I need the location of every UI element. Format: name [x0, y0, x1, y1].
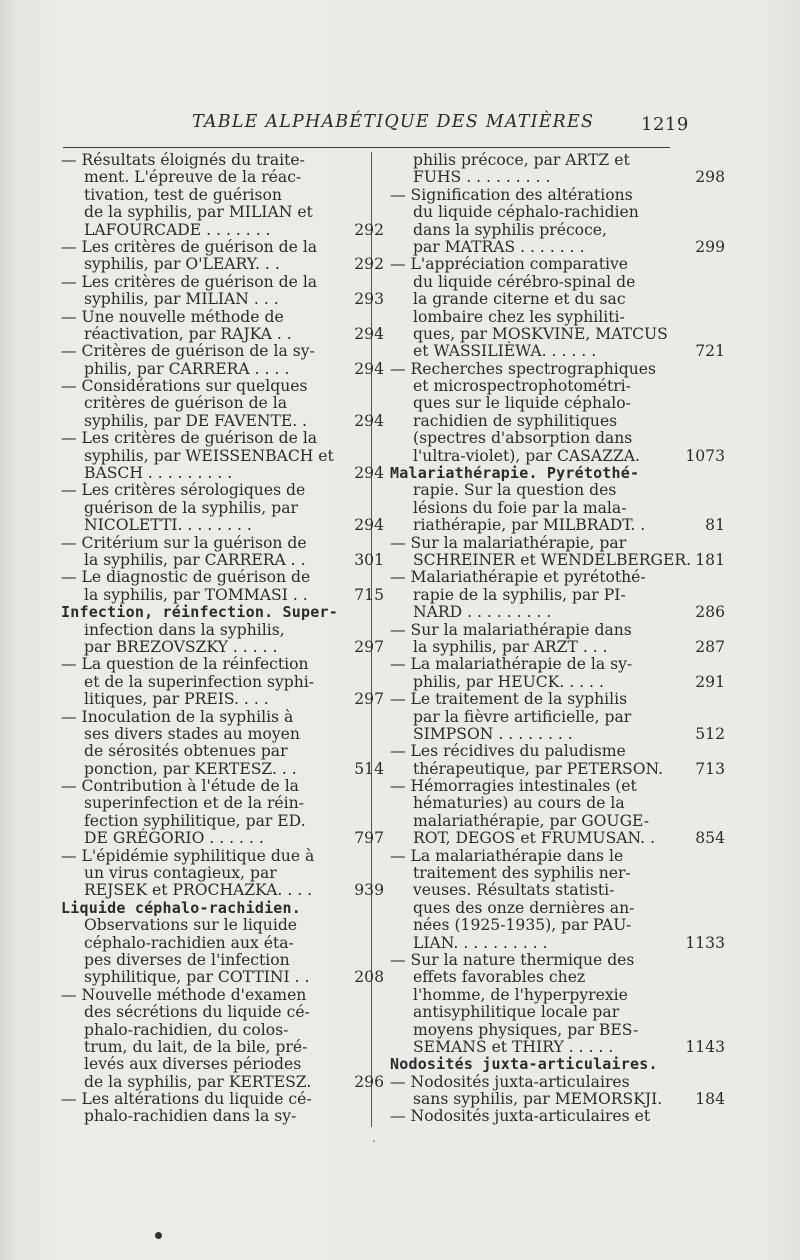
entry-text: lésions du foie par la mala-	[413, 498, 627, 517]
entry-text: phalo-rachidien dans la sy-	[84, 1107, 297, 1126]
entry-line	[390, 900, 675, 917]
entry-text: NICOLETTI. . . . . . . .	[84, 516, 252, 535]
entry-line	[61, 464, 384, 483]
entry-text: — Hémorragies intestinales (et	[390, 777, 637, 796]
index-entry	[61, 655, 384, 709]
index-entry	[61, 1091, 346, 1126]
entry-text: syphilis, par WEISSENBACH et	[84, 446, 334, 465]
entry-text: ques, par MOSKVINE, MATCUS	[413, 324, 668, 343]
entry-line	[61, 1039, 346, 1056]
page-reference: 293	[354, 290, 384, 309]
entry-text: — Résultats éloignés du traite-	[61, 151, 305, 169]
entry-text: — Malariathérapie et pyrétothé-	[390, 568, 646, 587]
entry-text: LIAN. . . . . . . . . .	[413, 933, 548, 952]
page-reference: 1133	[685, 933, 725, 952]
entry-text: — Sur la nature thermique des	[390, 950, 635, 969]
entry-text: trum, du lait, de la bile, pré-	[84, 1037, 308, 1056]
entry-text: LAFOURCADE . . . . . . .	[84, 220, 271, 239]
entry-line	[390, 724, 725, 743]
entry-line	[61, 743, 346, 760]
entry-heading-line	[61, 900, 346, 917]
index-entry	[61, 342, 384, 378]
entry-text: guérison de la syphilis, par	[84, 498, 298, 517]
entry-text: des sécrétions du liquide cé-	[84, 1003, 310, 1022]
entry-line	[390, 1037, 725, 1056]
index-entry	[390, 620, 725, 657]
entry-line	[390, 237, 725, 256]
speck	[373, 1140, 375, 1142]
page-reference: 939	[354, 881, 384, 900]
entry-text: ques sur le liquide céphalo-	[413, 394, 631, 413]
entry-text: — Les récidives du paludisme	[390, 742, 626, 761]
entry-text: par la fièvre artificielle, par	[413, 707, 632, 726]
entry-line	[61, 1004, 346, 1021]
entry-line	[61, 343, 346, 360]
entry-line	[61, 968, 384, 987]
entry-line	[390, 637, 725, 656]
entry-line	[61, 865, 346, 882]
entry-line	[61, 535, 346, 552]
entry-text: syphilis, par O'LEARY. . .	[84, 255, 280, 274]
page-reference: 181	[695, 550, 725, 569]
entry-text: BASCH . . . . . . . . .	[84, 464, 233, 483]
entry-text: de la syphilis, par MILIAN et	[84, 203, 313, 222]
entry-text: syphilitique, par COTTINI . .	[84, 968, 310, 987]
entry-text: syphilis, par DE FAVENTE. .	[84, 411, 308, 430]
index-entry	[390, 690, 725, 743]
entry-line	[61, 550, 384, 569]
entry-text: rachidien de syphilitiques	[413, 411, 618, 430]
page-reference: 721	[695, 342, 725, 361]
entry-text: tivation, test de guérison	[84, 185, 282, 204]
entry-line	[61, 726, 346, 743]
entry-text: — La malariathérapie dans le	[390, 846, 624, 865]
entry-text: dans la syphilis précoce,	[413, 220, 607, 239]
entry-line	[390, 222, 675, 239]
entry-text: et microspectrophotométri-	[413, 377, 631, 396]
entry-text: fection syphilitique, par ED.	[84, 811, 306, 830]
page-reference: 292	[354, 220, 384, 239]
entry-line	[61, 987, 346, 1004]
entry-text: NARD . . . . . . . . .	[413, 603, 552, 622]
entry-text: infection dans la syphilis,	[84, 620, 285, 639]
index-entry	[61, 707, 384, 779]
entry-heading-line	[390, 1056, 675, 1073]
entry-text: ROT, DEGOS et FRUMUSAN. .	[413, 829, 656, 848]
index-entry	[61, 151, 384, 239]
entry-line	[390, 795, 675, 812]
page-reference: 797	[354, 829, 384, 848]
entry-text: — Le traitement de la syphilis	[390, 690, 628, 709]
entry-text: un virus contagieux, par	[84, 864, 277, 883]
entry-line	[390, 917, 675, 934]
page-reference: 299	[695, 237, 725, 256]
entry-text: thérapeutique, par PETERSON.	[413, 759, 664, 778]
entry-line	[61, 935, 346, 952]
entry-line	[390, 603, 725, 622]
entry-line	[390, 204, 675, 221]
page-reference: 1073	[685, 446, 725, 465]
entry-line	[390, 500, 675, 517]
entry-line	[390, 656, 675, 673]
entry-line	[61, 152, 346, 169]
entry-line	[61, 952, 346, 969]
entry-text: SCHREINER et WENDELBERGER.	[413, 550, 692, 569]
entry-line	[390, 187, 675, 204]
entry-line	[390, 550, 725, 569]
entry-text: sans syphilis, par MEMORSKJI.	[413, 1090, 663, 1109]
entry-line	[390, 778, 675, 795]
entry-text: Observations sur le liquide	[84, 916, 298, 935]
entry-line	[61, 709, 346, 726]
page-reference: 514	[354, 759, 384, 778]
entry-text: céphalo-rachidien aux éta-	[84, 933, 294, 952]
entry-text: la syphilis, par ARZT . . .	[413, 637, 608, 656]
entry-line	[61, 500, 346, 517]
ink-dot	[155, 1232, 162, 1239]
entry-text: superinfection et de la réin-	[84, 794, 304, 813]
page-reference: 286	[695, 603, 725, 622]
entry-text: Nodosités juxta-articulaires.	[390, 1055, 658, 1074]
page-reference: 81	[705, 516, 725, 535]
index-entry	[61, 898, 384, 987]
index-entry	[390, 655, 725, 691]
entry-line	[390, 256, 675, 273]
page-reference: 298	[695, 168, 725, 187]
entry-text: Infection, réinfection. Super-	[61, 603, 338, 622]
index-entry	[390, 359, 725, 465]
page-number: 1219	[641, 114, 689, 135]
index-entry	[61, 272, 384, 309]
entry-line	[61, 411, 384, 430]
entry-line	[390, 569, 675, 586]
entry-text: et de la superinfection syphi-	[84, 672, 315, 691]
entry-text: — Sur la malariathérapie, par	[390, 533, 627, 552]
entry-text: l'ultra-violet), par CASAZZA.	[413, 446, 640, 465]
entry-text: Malariathérapie. Pyrétothé-	[390, 464, 640, 483]
entry-line	[390, 1090, 725, 1109]
entry-line	[390, 430, 675, 447]
entry-line	[61, 359, 384, 378]
right-column	[390, 151, 725, 1126]
entry-text: DE GRÉGORIO . . . . . .	[84, 829, 264, 848]
entry-text: syphilis, par MILIAN . . .	[84, 290, 279, 309]
entry-line	[61, 516, 384, 535]
entry-text: veuses. Résultats statisti-	[413, 881, 615, 900]
running-title: TABLE ALPHABÉTIQUE DES MATIÈRES	[192, 112, 595, 132]
entry-line	[61, 569, 346, 586]
entry-line	[61, 1091, 346, 1108]
index-entry	[390, 464, 725, 535]
entry-line	[61, 848, 346, 865]
entry-line	[390, 413, 675, 430]
entry-line	[390, 587, 675, 604]
page-reference: 291	[695, 672, 725, 691]
entry-line	[61, 917, 346, 934]
entry-text: l'homme, de l'hyperpyrexie	[413, 985, 628, 1004]
entry-line	[390, 969, 675, 986]
entry-line	[390, 378, 675, 395]
entry-text: FUHS . . . . . . . . .	[413, 168, 551, 187]
entry-text: du liquide céphalo-rachidien	[413, 203, 639, 222]
entry-line	[61, 1056, 346, 1073]
entry-line	[390, 1022, 675, 1039]
index-entry	[61, 568, 384, 604]
entry-text: rapie. Sur la question des	[413, 481, 617, 500]
entry-line	[390, 882, 675, 899]
page-reference: 713	[695, 759, 725, 778]
page-reference: 715	[354, 585, 384, 604]
entry-line	[61, 220, 384, 239]
entry-line	[61, 255, 384, 274]
entry-line	[61, 430, 346, 447]
entry-line	[390, 482, 675, 499]
entry-line	[390, 342, 725, 361]
index-entry	[390, 185, 725, 257]
entry-text: — Une nouvelle méthode de	[61, 307, 284, 326]
entry-text: la syphilis, par CARRERA . .	[84, 550, 306, 569]
entry-text: antisyphilitique locale par	[413, 1003, 620, 1022]
entry-text: — Critérium sur la guérison de	[61, 533, 307, 552]
entry-line	[61, 759, 384, 778]
index-entry	[390, 151, 725, 187]
entry-text: du liquide cérébro-spinal de	[413, 272, 636, 291]
page-reference: 1143	[685, 1037, 725, 1056]
entry-line	[61, 881, 384, 900]
page-reference: 512	[695, 724, 725, 743]
entry-line	[61, 187, 346, 204]
entry-line	[61, 482, 346, 499]
entry-text: — La question de la réinfection	[61, 655, 309, 674]
index-entry	[61, 846, 384, 900]
index-entry	[61, 237, 384, 274]
entry-text: SEMANS et THIRY . . . . .	[413, 1037, 614, 1056]
entry-line	[390, 274, 675, 291]
entry-line	[390, 759, 725, 778]
page-reference: 292	[354, 255, 384, 274]
entry-line	[61, 309, 346, 326]
entry-line	[61, 290, 384, 309]
entry-text: la grande citerne et du sac	[413, 290, 626, 309]
entry-line	[390, 987, 675, 1004]
header-rule	[63, 147, 670, 148]
entry-line	[390, 672, 725, 691]
page-header	[0, 112, 800, 142]
index-entry	[390, 950, 725, 1056]
entry-text: — Inoculation de la syphilis à	[61, 707, 294, 726]
entry-text: — Les critères de guérison de la	[61, 237, 318, 256]
entry-heading-line	[390, 465, 675, 482]
entry-line	[390, 395, 675, 412]
entry-text: réactivation, par RAJKA . .	[84, 324, 292, 343]
entry-text: — Considérations sur quelques	[61, 377, 308, 396]
entry-line	[390, 446, 725, 465]
entry-text: et WASSILIÈWA. . . . . .	[413, 342, 597, 361]
entry-text: — L'appréciation comparative	[390, 255, 629, 274]
index-entry	[390, 533, 725, 570]
page-reference: 294	[354, 324, 384, 343]
index-entry	[390, 1108, 675, 1125]
entry-line	[390, 326, 675, 343]
entry-line	[61, 204, 346, 221]
entry-line	[61, 324, 384, 343]
entry-line	[390, 1004, 675, 1021]
entry-line	[390, 535, 675, 552]
entry-text: nées (1925-1935), par PAU-	[413, 916, 632, 935]
entry-line	[61, 813, 346, 830]
entry-line	[61, 656, 346, 673]
entry-text: moyens physiques, par BES-	[413, 1020, 639, 1039]
entry-text: — Critères de guérison de la sy-	[61, 342, 315, 361]
entry-text: litiques, par PREIS. . . .	[84, 690, 269, 709]
entry-line	[61, 1072, 384, 1091]
entry-line	[61, 622, 346, 639]
entry-text: — Nouvelle méthode d'examen	[61, 985, 307, 1004]
entry-line	[390, 829, 725, 848]
entry-line	[61, 1108, 346, 1125]
entry-text: — Sur la malariathérapie dans	[390, 620, 632, 639]
index-entry	[61, 307, 384, 344]
entry-text: — Nodosités juxta-articulaires	[390, 1072, 630, 1091]
page-reference: 294	[354, 411, 384, 430]
entry-line	[61, 795, 346, 812]
page-reference: 294	[354, 464, 384, 483]
entry-line	[390, 865, 675, 882]
index-entry	[390, 568, 725, 622]
entry-text: — La malariathérapie de la sy-	[390, 655, 633, 674]
entry-line	[390, 168, 725, 187]
entry-line	[61, 674, 346, 691]
page-reference: 184	[695, 1090, 725, 1109]
page-reference: 296	[354, 1072, 384, 1091]
index-entry	[61, 533, 384, 570]
entry-text: effets favorables chez	[413, 968, 586, 987]
entry-text: rapie de la syphilis, par PI-	[413, 585, 626, 604]
entry-text: (spectres d'absorption dans	[413, 429, 633, 448]
entry-line	[390, 622, 675, 639]
page-reference: 294	[354, 359, 384, 378]
entry-text: hématuries) au cours de la	[413, 794, 625, 813]
entry-text: malariathérapie, par GOUGE-	[413, 811, 649, 830]
entry-line	[390, 152, 675, 169]
index-entry	[390, 846, 725, 952]
entry-line	[61, 585, 384, 604]
index-entry	[390, 1055, 725, 1109]
index-entry	[61, 481, 384, 535]
entry-line	[390, 309, 675, 326]
entry-text: lombaire chez les syphiliti-	[413, 307, 625, 326]
entry-line	[390, 361, 675, 378]
entry-text: ment. L'épreuve de la réac-	[84, 168, 302, 187]
page-reference: 297	[354, 637, 384, 656]
index-entry	[390, 255, 725, 361]
entry-text: — Contribution à l'étude de la	[61, 777, 299, 796]
entry-text: — Signification des altérations	[390, 185, 633, 204]
entry-line	[390, 291, 675, 308]
entry-text: par BREZOVSZKY . . . . .	[84, 637, 278, 656]
entry-text: — Nodosités juxta-articulaires et	[390, 1107, 651, 1126]
entry-line	[61, 1022, 346, 1039]
entry-line	[390, 1108, 675, 1125]
entry-text: — Les altérations du liquide cé-	[61, 1090, 312, 1109]
page-reference: 287	[695, 637, 725, 656]
entry-text: riathérapie, par MILBRADT. .	[413, 516, 646, 535]
page-reference: 294	[354, 516, 384, 535]
entry-text: la syphilis, par TOMMASI . .	[84, 585, 308, 604]
entry-text: — Les critères sérologiques de	[61, 481, 306, 500]
entry-line	[390, 691, 675, 708]
entry-text: phalo-rachidien, du colos-	[84, 1020, 289, 1039]
entry-text: par MATRAS . . . . . . .	[413, 237, 585, 256]
page-reference: 854	[695, 829, 725, 848]
entry-text: — Les critères de guérison de la	[61, 272, 318, 291]
entry-text: — Le diagnostic de guérison de	[61, 568, 311, 587]
index-entry	[390, 742, 725, 778]
entry-text: — L'épidémie syphilitique due à	[61, 846, 315, 865]
entry-line	[61, 829, 384, 848]
index-entry	[61, 985, 384, 1091]
index-entry	[390, 777, 725, 848]
entry-text: — Les critères de guérison de la	[61, 429, 318, 448]
entry-line	[390, 933, 725, 952]
entry-line	[61, 274, 346, 291]
page-reference: 208	[354, 968, 384, 987]
entry-text: pes diverses de l'infection	[84, 950, 290, 969]
page-reference: 297	[354, 690, 384, 709]
index-entry	[61, 603, 384, 656]
entry-line	[390, 743, 675, 760]
entry-text: — Recherches spectrographiques	[390, 359, 656, 378]
index-entry	[61, 777, 384, 848]
entry-line	[390, 709, 675, 726]
entry-line	[61, 778, 346, 795]
entry-text: REJSEK et PROCHAZKA. . . .	[84, 881, 313, 900]
entry-line	[61, 169, 346, 186]
entry-text: philis, par HEUCK. . . . .	[413, 672, 604, 691]
entry-line	[390, 813, 675, 830]
entry-heading-line	[61, 604, 346, 621]
entry-text: philis, par CARRERA . . . .	[84, 359, 290, 378]
entry-text: traitement des syphilis ner-	[413, 864, 631, 883]
entry-line	[390, 516, 725, 535]
entry-text: de sérosités obtenues par	[84, 742, 288, 761]
entry-line	[61, 637, 384, 656]
entry-line	[390, 848, 675, 865]
entry-line	[390, 952, 675, 969]
entry-text: ponction, par KERTESZ. . .	[84, 759, 297, 778]
entry-line	[390, 1074, 675, 1091]
page-reference: 301	[354, 550, 384, 569]
entry-text: critères de guérison de la	[84, 394, 288, 413]
entry-line	[61, 395, 346, 412]
entry-line	[61, 239, 346, 256]
index-entry	[61, 429, 384, 483]
entry-line	[61, 378, 346, 395]
entry-text: ques des onze dernières an-	[413, 898, 635, 917]
entry-text: levés aux diverses périodes	[84, 1055, 302, 1074]
index-entry	[61, 377, 384, 430]
left-column	[61, 151, 384, 1126]
entry-line	[61, 690, 384, 709]
entry-line	[61, 448, 346, 465]
entry-text: ses divers stades au moyen	[84, 724, 300, 743]
entry-text: de la syphilis, par KERTESZ.	[84, 1072, 312, 1091]
entry-text: philis précoce, par ARTZ et	[413, 151, 630, 169]
entry-text: SIMPSON . . . . . . . .	[413, 724, 573, 743]
entry-text: Liquide céphalo-rachidien.	[61, 898, 301, 917]
